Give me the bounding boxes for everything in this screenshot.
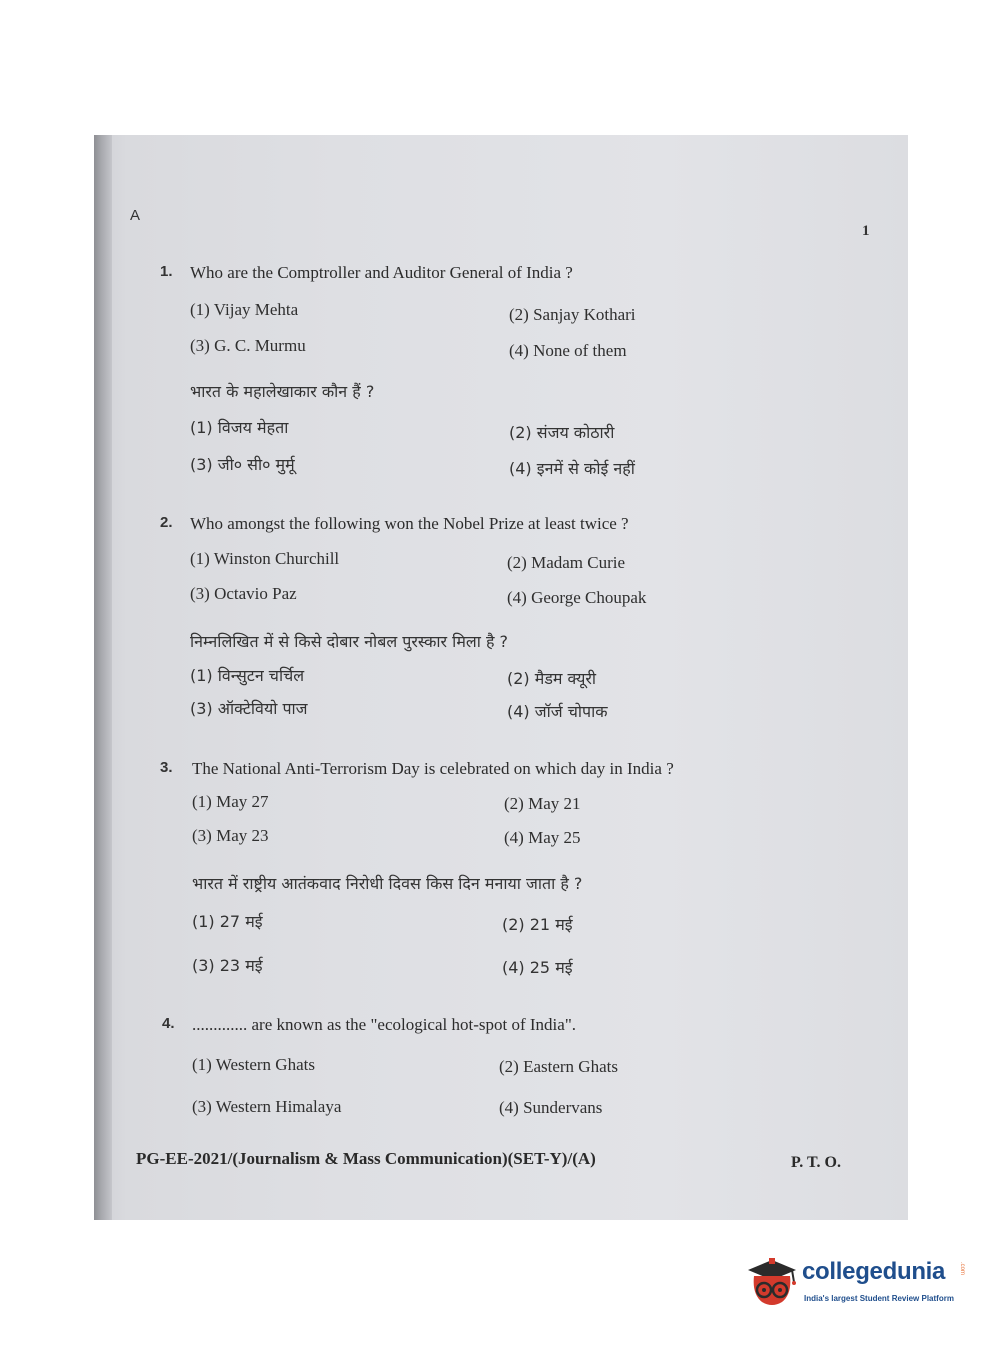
question-4-option-2: (2) Eastern Ghats bbox=[499, 1057, 618, 1076]
question-2-option-4: (4) George Choupak bbox=[507, 588, 647, 607]
page-number: 1 bbox=[862, 223, 870, 239]
student-mascot-icon bbox=[742, 1254, 800, 1312]
question-2-hindi-option-2: (2) मैडम क्यूरी bbox=[507, 669, 597, 688]
question-2-option-3: (3) Octavio Paz bbox=[190, 584, 297, 603]
question-1-text: Who are the Comptroller and Auditor General of India ? bbox=[190, 263, 573, 282]
question-4-option-3: (3) Western Himalaya bbox=[192, 1097, 342, 1116]
question-3-hindi-option-3: (3) 23 मई bbox=[192, 956, 263, 975]
question-1-hindi-option-4: (4) इनमें से कोई नहीं bbox=[509, 459, 635, 478]
logo-wordmark: collegedunia bbox=[802, 1258, 946, 1285]
question-2-option-2: (2) Madam Curie bbox=[507, 553, 626, 572]
question-3-text: The National Anti-Terrorism Day is celebrated on which day in India ? bbox=[192, 759, 674, 778]
question-1-option-1: (1) Vijay Mehta bbox=[190, 300, 299, 319]
exam-page-photo bbox=[94, 135, 908, 1220]
exam-code-footer: PG-EE-2021/(Journalism & Mass Communication)(SET-Y)/(A) bbox=[136, 1149, 596, 1168]
question-2-hindi-option-3: (3) ऑक्टेवियो पाज bbox=[190, 699, 308, 718]
question-2-option-1: (1) Winston Churchill bbox=[190, 549, 340, 568]
question-2-number: 2. bbox=[160, 514, 173, 531]
question-3-hindi-option-2: (2) 21 मई bbox=[502, 915, 573, 934]
set-letter: A bbox=[130, 207, 141, 224]
pto-footer: P. T. O. bbox=[791, 1154, 841, 1171]
question-1-number: 1. bbox=[160, 263, 173, 280]
question-1-hindi-option-3: (3) जी० सी० मुर्मू bbox=[190, 455, 295, 474]
question-1-option-4: (4) None of them bbox=[509, 341, 627, 360]
question-3-option-1: (1) May 27 bbox=[192, 792, 269, 811]
logo-tagline: India's largest Student Review Platform bbox=[804, 1294, 954, 1303]
question-1-hindi-option-1: (1) विजय मेहता bbox=[190, 418, 289, 437]
collegedunia-logo bbox=[742, 1254, 972, 1314]
question-3-option-3: (3) May 23 bbox=[192, 826, 269, 845]
question-2-text: Who amongst the following won the Nobel Prize at least twice ? bbox=[190, 514, 629, 533]
question-1-hindi-option-2: (2) संजय कोठारी bbox=[509, 423, 615, 442]
question-3-hindi-option-1: (1) 27 मई bbox=[192, 912, 263, 931]
question-2-hindi-option-4: (4) जॉर्ज चोपाक bbox=[507, 702, 608, 721]
question-1-hindi-text: भारत के महालेखाकार कौन हैं ? bbox=[190, 382, 375, 401]
question-3-hindi-option-4: (4) 25 मई bbox=[502, 958, 573, 977]
question-3-option-2: (2) May 21 bbox=[504, 794, 581, 813]
question-3-option-4: (4) May 25 bbox=[504, 828, 581, 847]
logo-domain-suffix: .com bbox=[959, 1262, 965, 1276]
question-2-hindi-option-1: (1) विन्सुटन चर्चिल bbox=[190, 666, 305, 685]
question-4-number: 4. bbox=[162, 1015, 175, 1032]
question-1-option-3: (3) G. C. Murmu bbox=[190, 336, 306, 355]
question-4-text: ............. are known as the "ecological hot-spot of India". bbox=[192, 1015, 577, 1034]
question-2-hindi-text: निम्नलिखित में से किसे दोबार नोबल पुरस्कार मिला है ? bbox=[190, 632, 509, 651]
question-4-option-1: (1) Western Ghats bbox=[192, 1055, 315, 1074]
question-3-hindi-text: भारत में राष्ट्रीय आतंकवाद निरोधी दिवस किस दिन मनाया जाता है ? bbox=[192, 874, 583, 893]
question-1-option-2: (2) Sanjay Kothari bbox=[509, 305, 636, 324]
question-4-option-4: (4) Sundervans bbox=[499, 1098, 603, 1117]
question-3-number: 3. bbox=[160, 759, 173, 776]
page-binding-shadow bbox=[94, 135, 112, 1220]
